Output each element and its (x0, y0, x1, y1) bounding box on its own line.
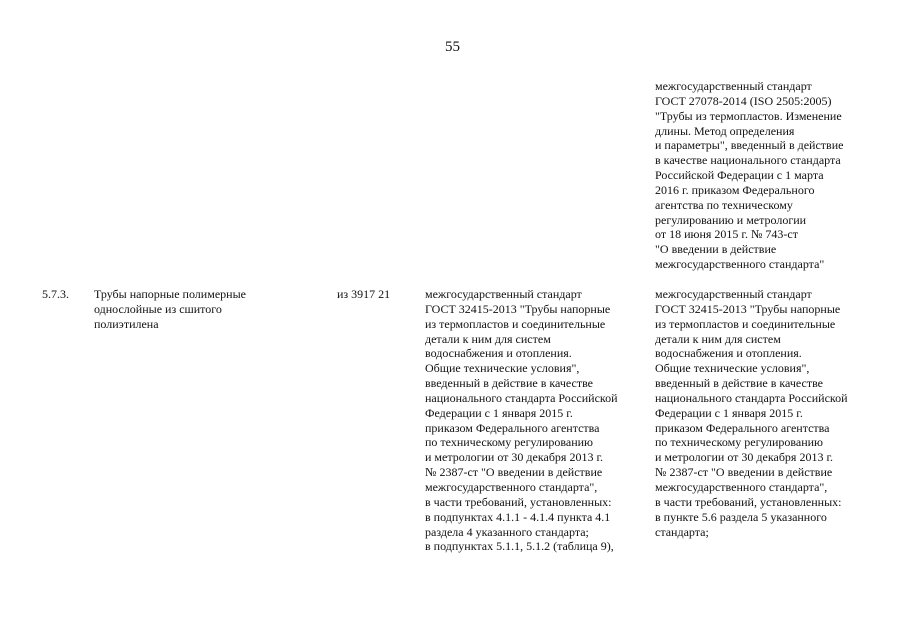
page-number: 55 (445, 39, 460, 55)
text-line: из термопластов и соединительные (425, 316, 606, 331)
text-line: 2016 г. приказом Федерального (655, 182, 815, 197)
text-line: Федерации с 1 января 2015 г. (655, 405, 803, 420)
text-line: детали к ним для систем (425, 331, 551, 346)
text-line: ГОСТ 32415-2013 "Трубы напорные (655, 301, 841, 316)
text-line: в пункте 5.6 раздела 5 указанного (655, 509, 827, 524)
text-line: приказом Федерального агентства (655, 420, 830, 435)
text-line: "Трубы из термопластов. Изменение (655, 108, 842, 123)
continuation-standard-text (655, 79, 843, 272)
text-line: Трубы напорные полимерные (94, 287, 246, 301)
text-line: "О введении в действие (655, 242, 777, 257)
text-line: межгосударственного стандарта", (655, 479, 828, 494)
row-number: 5.7.3. (42, 287, 69, 301)
text-line: и метрологии от 30 декабря 2013 г. (655, 450, 834, 465)
text-line: в подпунктах 5.1.1, 5.1.2 (таблица 9), (425, 539, 614, 554)
text-line: национального стандарта Российской (655, 390, 848, 405)
text-line: ГОСТ 32415-2013 "Трубы напорные (425, 301, 611, 316)
text-line: водоснабжения и отопления. (425, 346, 572, 361)
text-line: приказом Федерального агентства (425, 420, 600, 435)
text-line: по техническому регулированию (425, 435, 594, 450)
text-line: в части требований, установленных: (425, 494, 612, 509)
text-line: межгосударственный стандарт (425, 287, 582, 301)
text-line: Федерации с 1 января 2015 г. (425, 405, 573, 420)
text-line: регулированию и метрологии (655, 212, 807, 227)
text-line: в подпунктах 4.1.1 - 4.1.4 пункта 4.1 (425, 509, 611, 524)
product-name (94, 287, 246, 332)
text-line: межгосударственного стандарта", (425, 479, 598, 494)
text-line: межгосударственный стандарт (655, 79, 812, 93)
standard-text-column-5 (655, 287, 848, 539)
text-line: и параметры", введенный в действие (655, 138, 844, 153)
text-line: введенный в действие в качестве (655, 376, 824, 391)
text-line: № 2387-ст "О введении в действие (655, 465, 833, 480)
text-line: раздела 4 указанного стандарта; (425, 524, 589, 539)
standard-text-column-4 (425, 287, 618, 554)
text-line: ГОСТ 27078-2014 (ISO 2505:2005) (655, 93, 832, 108)
text-line: Российской Федерации с 1 марта (655, 168, 824, 183)
text-line: из термопластов и соединительные (655, 316, 836, 331)
text-line: в качестве национального стандарта (655, 153, 841, 168)
text-line: межгосударственного стандарта" (655, 257, 825, 272)
text-line: агентства по техническому (655, 197, 793, 212)
text-line: и метрологии от 30 декабря 2013 г. (425, 450, 604, 465)
tn-ved-code: из 3917 21 (337, 287, 391, 301)
text-line: № 2387-ст "О введении в действие (425, 465, 603, 480)
text-line: межгосударственный стандарт (655, 287, 812, 301)
text-line: детали к ним для систем (655, 331, 781, 346)
text-line: водоснабжения и отопления. (655, 346, 802, 361)
text-line: введенный в действие в качестве (425, 376, 594, 391)
text-line: национального стандарта Российской (425, 390, 618, 405)
text-line: однослойные из сшитого (94, 301, 222, 316)
text-line: Общие технические условия", (655, 361, 810, 376)
text-line: полиэтилена (94, 316, 159, 331)
text-line: Общие технические условия", (425, 361, 580, 376)
text-line: по техническому регулированию (655, 435, 824, 450)
text-line: в части требований, установленных: (655, 494, 842, 509)
text-line: длины. Метод определения (655, 123, 795, 138)
text-line: от 18 июня 2015 г. № 743-ст (655, 227, 798, 242)
text-line: стандарта; (655, 524, 709, 539)
